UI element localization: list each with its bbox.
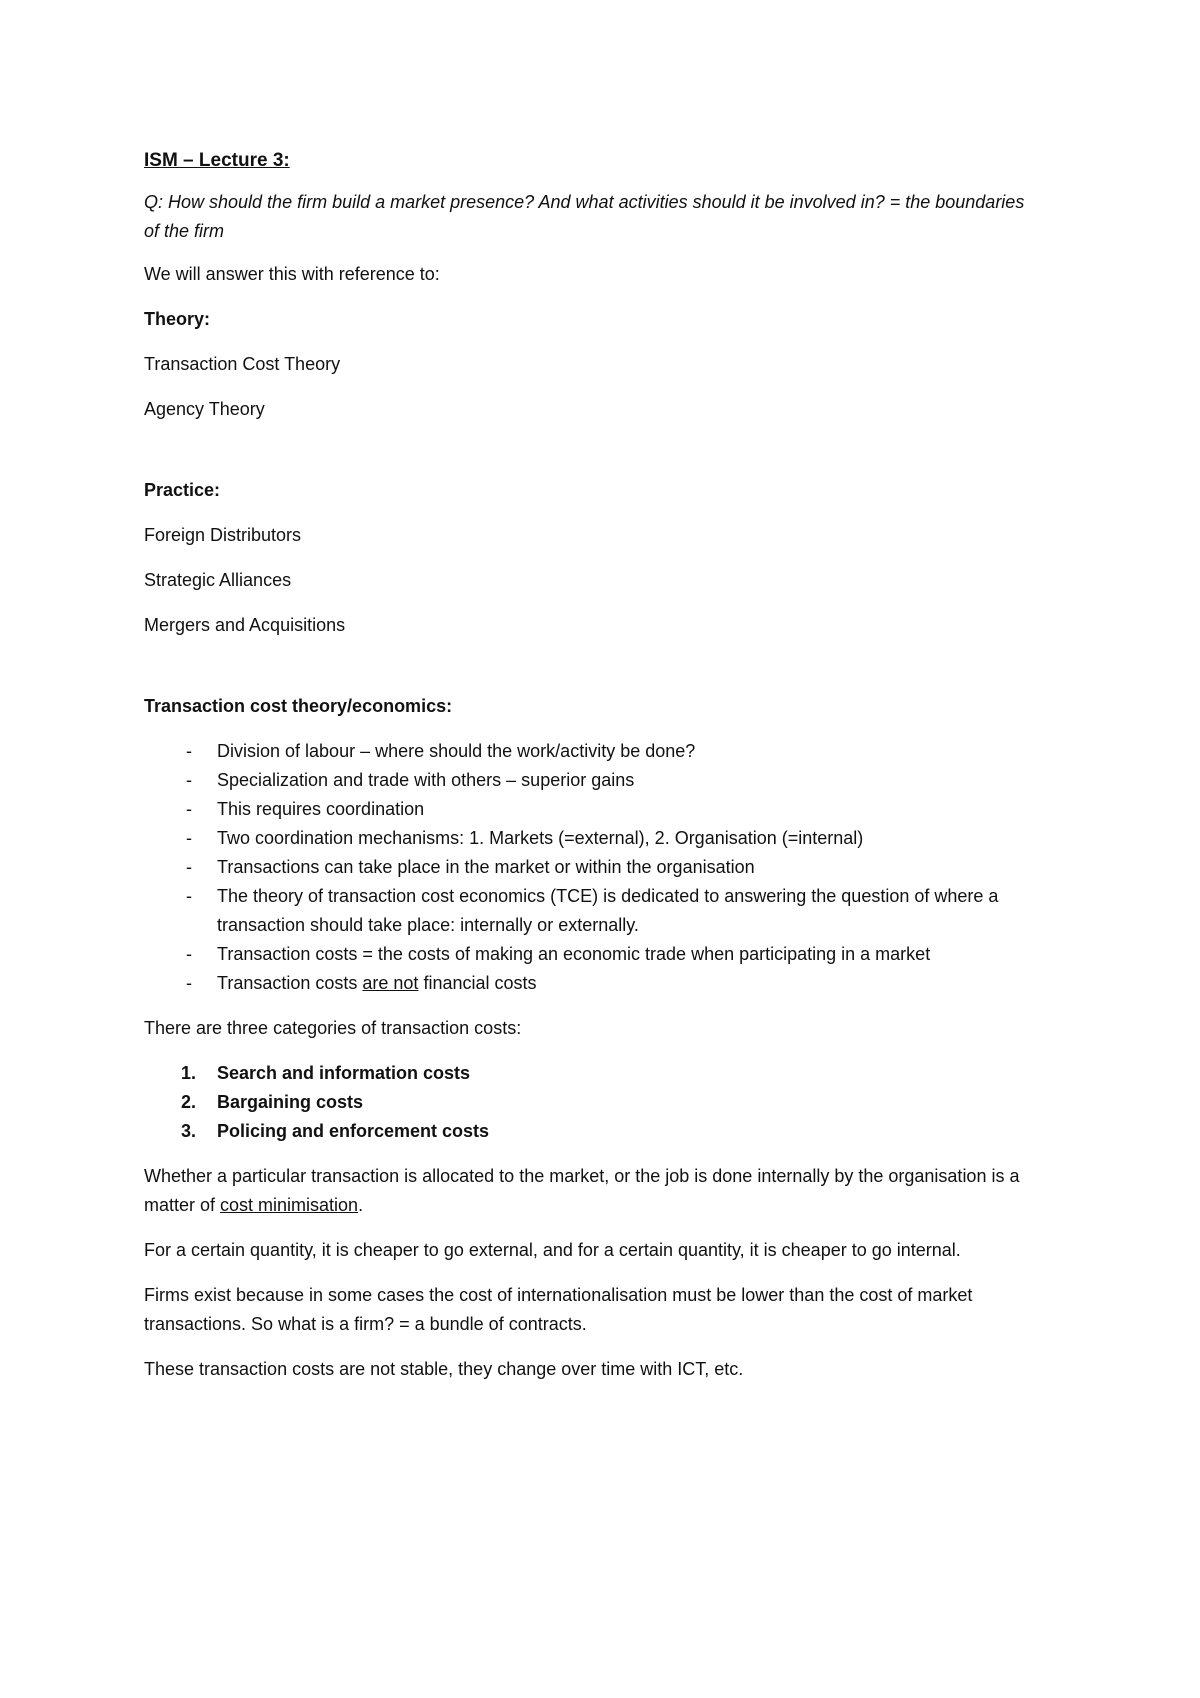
list-item-text: The theory of transaction cost economics (TCE) is dedicated to answering the question of where a transaction should take place: internally or externally. bbox=[217, 886, 999, 935]
list-item-text: Specialization and trade with others – superior gains bbox=[217, 770, 635, 790]
document-page bbox=[144, 148, 1044, 1400]
dash-marker: - bbox=[186, 886, 192, 906]
practice-item: Mergers and Acquisitions bbox=[144, 615, 346, 635]
lecture-question: Q: How should the firm build a market presence? And what activities should it be involved in? = the boundaries of the firm bbox=[144, 192, 1025, 241]
list-item-text: This requires coordination bbox=[217, 799, 425, 819]
list-item bbox=[144, 795, 1044, 824]
theory-item: Transaction Cost Theory bbox=[144, 354, 341, 374]
dash-marker: - bbox=[186, 944, 192, 964]
categories-intro: There are three categories of transaction costs: bbox=[144, 1018, 522, 1038]
list-item bbox=[144, 882, 1044, 940]
spacer bbox=[144, 656, 1044, 692]
category-number: 2. bbox=[181, 1092, 197, 1112]
list-item bbox=[144, 737, 1044, 766]
intro-text: We will answer this with reference to: bbox=[144, 264, 440, 284]
tce-heading: Transaction cost theory/economics: bbox=[144, 696, 453, 716]
list-item-text: Division of labour – where should the work/activity be done? bbox=[217, 741, 696, 761]
category-label: Search and information costs bbox=[217, 1063, 471, 1083]
list-item bbox=[144, 766, 1044, 795]
underlined-phrase: cost minimisation bbox=[220, 1195, 359, 1215]
underlined-phrase: are not bbox=[362, 973, 419, 993]
category-label: Bargaining costs bbox=[217, 1092, 364, 1112]
dash-marker: - bbox=[186, 799, 192, 819]
list-item bbox=[144, 853, 1044, 882]
category-item bbox=[144, 1088, 1044, 1117]
category-item bbox=[144, 1117, 1044, 1146]
dash-marker: - bbox=[186, 828, 192, 848]
tce-bullet-list bbox=[144, 737, 1044, 998]
dash-marker: - bbox=[186, 857, 192, 877]
paragraph-text: . bbox=[358, 1195, 364, 1215]
dash-marker: - bbox=[186, 741, 192, 761]
list-item-text-after: financial costs bbox=[418, 973, 537, 993]
theory-item: Agency Theory bbox=[144, 399, 265, 419]
list-item bbox=[144, 824, 1044, 853]
category-number: 3. bbox=[181, 1121, 197, 1141]
spacer bbox=[144, 440, 1044, 476]
paragraph-cost-minimisation bbox=[144, 1162, 1044, 1220]
document-title: ISM – Lecture 3: bbox=[144, 150, 290, 171]
theory-heading: Theory: bbox=[144, 309, 211, 329]
category-item bbox=[144, 1059, 1044, 1088]
list-item-text: Two coordination mechanisms: 1. Markets (=external), 2. Organisation (=internal) bbox=[217, 828, 864, 848]
practice-heading: Practice: bbox=[144, 480, 221, 500]
list-item-text-before: Transaction costs bbox=[217, 973, 363, 993]
paragraph-quantity: For a certain quantity, it is cheaper to go external, and for a certain quantity, it is cheaper to go internal. bbox=[144, 1240, 961, 1260]
dash-marker: - bbox=[186, 973, 192, 993]
list-item bbox=[144, 940, 1044, 969]
dash-marker: - bbox=[186, 770, 192, 790]
paragraph-firms-exist: Firms exist because in some cases the cost of internationalisation must be lower than the cost of market transactions. So what is a firm? = a bundle of contracts. bbox=[144, 1285, 973, 1334]
category-number: 1. bbox=[181, 1063, 197, 1083]
practice-item: Strategic Alliances bbox=[144, 570, 292, 590]
categories-list bbox=[144, 1059, 1044, 1146]
paragraph-not-stable: These transaction costs are not stable, they change over time with ICT, etc. bbox=[144, 1359, 744, 1379]
paragraph-text: Whether a particular transaction is allocated to the market, or the job is done internally by the organisation is a matter of bbox=[144, 1166, 1020, 1215]
list-item-text: Transaction costs = the costs of making an economic trade when participating in a market bbox=[217, 944, 931, 964]
practice-item: Foreign Distributors bbox=[144, 525, 302, 545]
category-label: Policing and enforcement costs bbox=[217, 1121, 490, 1141]
list-item-text: Transactions can take place in the market or within the organisation bbox=[217, 857, 755, 877]
list-item bbox=[144, 969, 1044, 998]
